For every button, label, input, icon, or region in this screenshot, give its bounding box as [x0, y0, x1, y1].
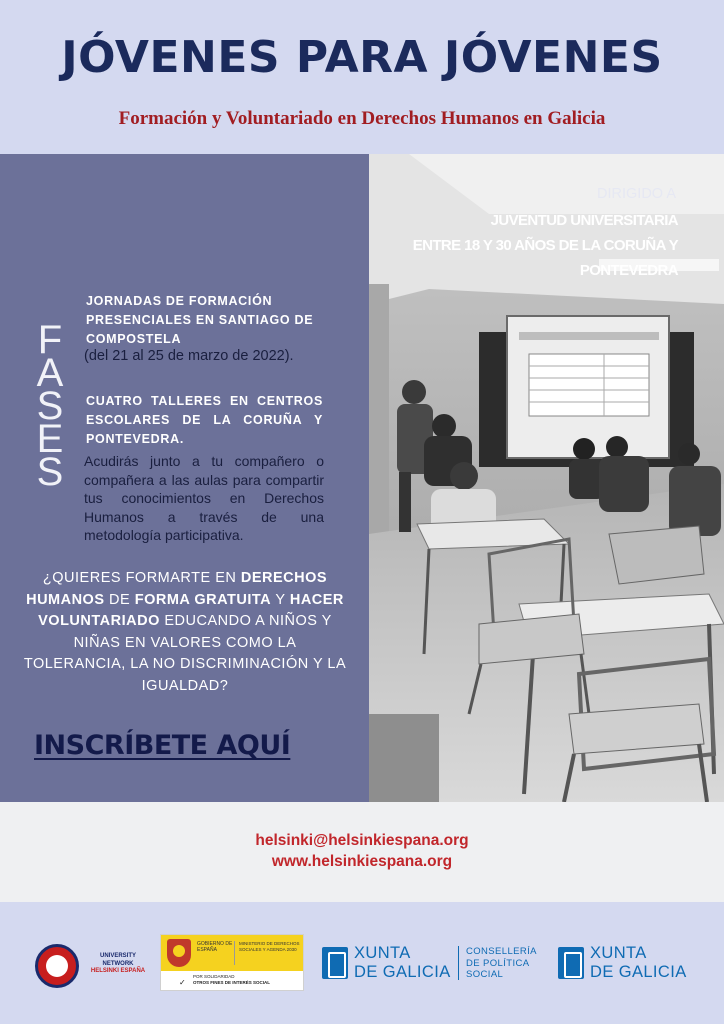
- fases-letter: E: [36, 417, 64, 461]
- logo-text: XUNTA: [354, 944, 411, 962]
- audience-line: JUVENTUD UNIVERSITARIA: [490, 212, 678, 229]
- question-emphasis: FORMA GRATUITA: [134, 591, 272, 608]
- fases-letter: S: [36, 384, 64, 428]
- conselleria-logo-text: [466, 946, 537, 981]
- website-link[interactable]: www.helsinkiespana.org: [271, 853, 453, 870]
- helsinki-emblem-icon: [35, 944, 79, 988]
- audience-line: PONTEVEDRA: [579, 262, 678, 279]
- register-link[interactable]: INSCRÍBETE AQUÍ: [34, 730, 291, 761]
- fases-letter: S: [36, 450, 64, 494]
- fases-letter: F: [37, 318, 63, 362]
- audience-line: ENTRE 18 Y 30 AÑOS DE LA CORUÑA Y: [412, 237, 678, 254]
- page-title: JÓVENES PARA JÓVENES: [61, 32, 663, 83]
- question-emphasis: HACER VOLUNTARIADO: [38, 591, 344, 629]
- phase-2-description: Acudirás junto a tu compañero o compañera a las aulas para compartir tus conocimientos en Derechos Humanos a través de una metodología participativa.: [84, 453, 324, 543]
- question-emphasis: DERECHOS HUMANOS: [26, 570, 328, 608]
- audience-description: [348, 208, 678, 283]
- phase-1-heading: JORNADAS DE FORMACIÓN PRESENCIALES EN SANTIAGO DE COMPOSTELA: [86, 294, 314, 346]
- sponsor-logos: [0, 902, 724, 1024]
- checkbox-mark-icon: ✓: [179, 978, 186, 987]
- logo-text: UNIVERSITY: [99, 953, 136, 959]
- logo-text: GOBIERNO DE ESPAÑA: [197, 941, 235, 965]
- logo-text: HELSINKI ESPAÑA: [90, 968, 146, 974]
- fases-vertical-label: [30, 318, 70, 494]
- contact-section: [0, 802, 724, 902]
- phase-1-dates: (del 21 al 25 de marzo de 2022).: [84, 348, 294, 364]
- logo-text: MINISTERIO DE DERECHOS SOCIALES Y AGENDA 2030: [239, 941, 300, 952]
- logo-text: DE GALICIA: [354, 963, 451, 981]
- logo-text: NETWORK: [102, 960, 134, 967]
- logo-text: POR SOLIDARIDAD: [193, 974, 235, 979]
- logo-text: DE GALICIA: [590, 963, 687, 981]
- page-subtitle: Formación y Voluntariado en Derechos Humanos en Galicia: [118, 108, 606, 129]
- logo-text: OTROS FINES DE INTERÉS SOCIAL: [193, 979, 271, 985]
- question-text: DE: [104, 591, 135, 608]
- gobierno-de-espana-logo: [160, 934, 304, 991]
- xunta-emblem-icon: [322, 947, 348, 979]
- divider: [458, 946, 459, 980]
- fases-letter: A: [36, 351, 64, 395]
- logo-text: SOCIAL: [466, 969, 504, 980]
- logo-text: CONSELLERÍA: [466, 946, 537, 957]
- question-text: EDUCANDO A NIÑOS Y NIÑAS EN VALORES COMO LA TOLERANCIA, LA NO DISCRIMINACIÓN Y LA IGUALDAD?: [23, 613, 347, 694]
- helsinki-university-network-logo: [35, 942, 145, 990]
- question-text: Y: [271, 591, 290, 608]
- call-to-action-question: [22, 568, 348, 697]
- question-text: ¿QUIERES FORMARTE EN: [42, 570, 241, 586]
- xunta-emblem-icon: [558, 947, 584, 979]
- logo-text: DE POLÍTICA: [466, 957, 530, 969]
- audience-label: DIRIGIDO A: [597, 186, 676, 202]
- email-link[interactable]: helsinki@helsinkiespana.org: [255, 832, 469, 849]
- phase-2-heading: CUATRO TALLERES EN CENTROS ESCOLARES DE LA CORUÑA Y PONTEVEDRA.: [86, 394, 323, 446]
- header: [0, 0, 724, 154]
- logo-text: XUNTA: [590, 944, 647, 962]
- spain-coat-of-arms-icon: [167, 939, 191, 967]
